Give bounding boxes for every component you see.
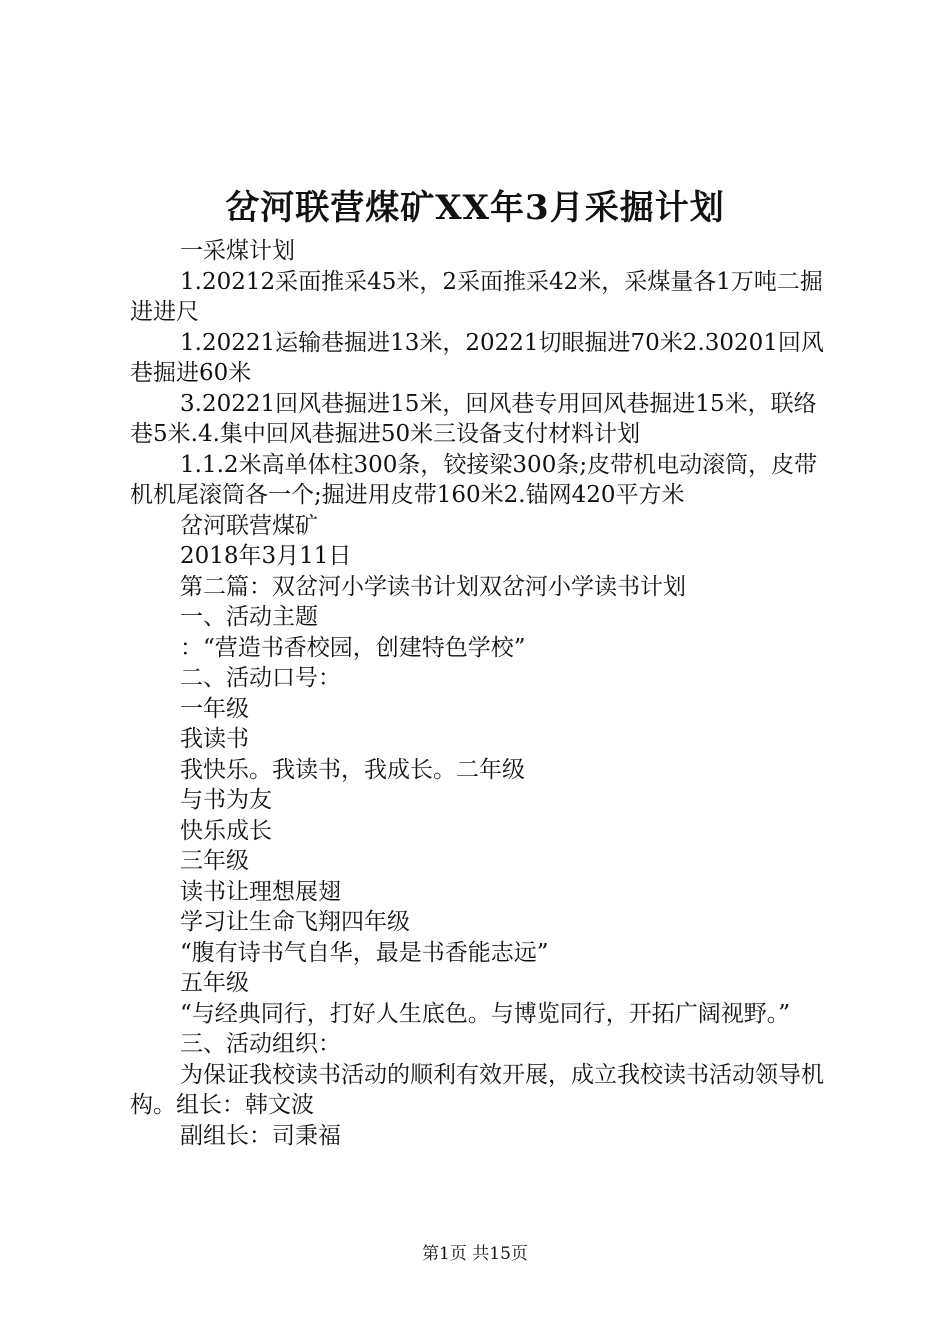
paragraph: 三年级 bbox=[180, 848, 249, 874]
paragraph: 快乐成长 bbox=[180, 817, 272, 844]
paragraph: 一年级 bbox=[180, 695, 249, 722]
paragraph: 三、活动组织： bbox=[180, 1031, 341, 1057]
paragraph: 读书让理想展翅 bbox=[180, 878, 341, 905]
paragraph: 二、活动口号： bbox=[180, 665, 341, 691]
paragraph: 一、活动主题 bbox=[180, 604, 318, 630]
paragraph: 学习让生命飞翔四年级 bbox=[180, 909, 410, 935]
paragraph: 2018年3月11日 bbox=[180, 543, 352, 569]
paragraph: 岔河联营煤矿 bbox=[180, 512, 318, 539]
paragraph: 1.1.2米高单体柱300条，铰接梁300条;皮带机电动滚筒，皮带机机尾滚筒各一个;掘进用皮带160米2.锚网420平方米 bbox=[130, 451, 818, 508]
paragraph: 五年级 bbox=[180, 970, 249, 996]
paragraph: 与书为友 bbox=[180, 787, 272, 813]
paragraph: 1.20221运输巷掘进13米，20221切眼掘进70米2.30201回风巷掘进60米 bbox=[130, 329, 824, 386]
paragraph: “与经典同行，打好人生底色。与博览同行，开拓广阔视野。” bbox=[180, 1000, 791, 1027]
paragraph: ：“营造书香校园，创建特色学校” bbox=[180, 634, 526, 661]
paragraph: 3.20221回风巷掘进15米，回风巷专用回风巷掘进15米，联络巷5米.4.集中回风巷掘进50米三设备支付材料计划 bbox=[130, 390, 817, 447]
paragraph: 副组长：司秉福 bbox=[180, 1122, 341, 1149]
document-body bbox=[130, 236, 835, 1151]
paragraph: 我读书 bbox=[180, 726, 249, 752]
paragraph: 1.20212采面推采45米，2采面推采42米，采煤量各1万吨二掘进进尺 bbox=[130, 268, 823, 325]
page-footer: 第1页 共15页 bbox=[422, 1244, 528, 1264]
paragraph: 为保证我校读书活动的顺利有效开展，成立我校读书活动领导机构。组长：韩文波 bbox=[130, 1061, 824, 1118]
document-title: 岔河联营煤矿XX年3月采掘计划 bbox=[225, 188, 725, 228]
paragraph: 一采煤计划 bbox=[180, 238, 295, 264]
paragraph: 第二篇：双岔河小学读书计划双岔河小学读书计划 bbox=[180, 573, 686, 600]
paragraph: 我快乐。我读书，我成长。二年级 bbox=[180, 756, 525, 783]
paragraph: “腹有诗书气自华，最是书香能志远” bbox=[180, 939, 549, 966]
